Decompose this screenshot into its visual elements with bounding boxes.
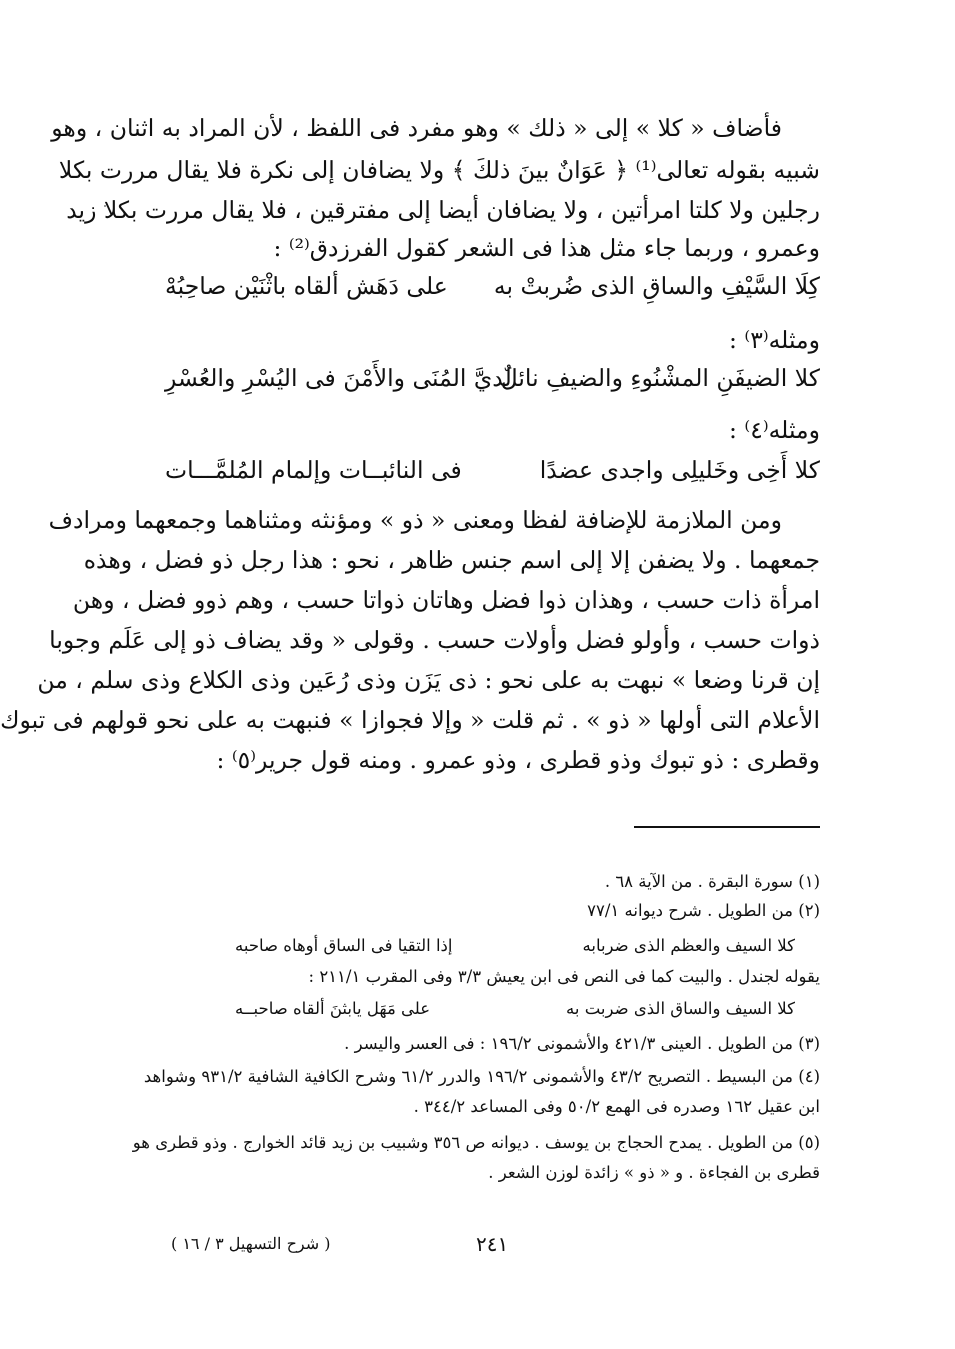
footnote-4-line: (٤) من البسيط . التصريح ٤٣/٢ والأشمونى ١٩٦/٢ والدرر ٦١/٢ وشرح الكافية الشافية ٩٣١/٢ وشواهد [143,1067,820,1086]
body-line: فأضاف « كلا » إلى « ذلك » وهو مفرد فى اللفظ ، لأن المراد به اثنان ، وهو [51,114,782,142]
footnote-5-line: (٥) من الطويل . يمدح الحجاج بن يوسف . ديوانه ص ٣٥٦ وشبيب بن زيد قائد الخوارج . وذو قطرى هو [132,1133,820,1152]
verse-first-hemistich: كلا الضيفَنِ المشْنُوءِ والضيفِ نائلٌ [500,364,820,392]
body-line: شبيه بقوله تعالى⁽¹⁾ ﴿ عَوَانٌ بينَ ذلكَ ﴾ ولا يضافان إلى نكرة فلا يقال مررت بكلا [58,156,820,184]
verse-intro: ومثله⁽٤⁾ : [729,416,820,444]
footnote-verse-second-hemistich: على مَهَل يابثنَ ألقاه صاحبــه [235,999,431,1018]
verse-second-hemistich: فى النائبــات وإلمام المُلمَّـــات [165,456,462,484]
body-line: ذوات حسب ، وأولو فضل وأولات حسب . وقولى « وقد يضاف ذو إلى عَلَم وجوبا [49,626,820,654]
body-line: امرأة ذات حسب ، وهذان ذوا فضل وهاتان ذواتا حسب ، وهم ذوو فضل ، وهن [72,586,820,614]
footnote-verse [235,995,795,1023]
footnote-verse-first-hemistich: كلا السيف والعظم الذى ضربابه [582,936,795,955]
body-line: الأعلام التى أولها « ذو » . ثم قلت « وإلا فجوازا » فنبهت به على نحو قولهم فى تبوك [0,706,820,734]
verse-line [165,450,820,490]
footnote-4-line: ابن عقيل ١٦٢ وصدره فى الهمع ٥٠/٢ وفى المساعد ٣٤٤/٢ . [413,1097,820,1116]
body-line: جمعهما . ولا يضفن إلا إلى اسم جنس ظاهر ، نحو : هذا رجل ذو فضل ، وهذه [83,546,820,574]
footnote-3: (٣) من الطويل . العينى ٤٢١/٣ والأشمونى ١٩٦/٢ : فى العسر واليسر . [344,1034,820,1053]
body-line: رجلين ولا كلتا امرأتين ، ولا يضافان أيضا إلى مفترقين ، فلا يقال مررت بكلا زيد [66,196,820,224]
footnote-rule [634,826,820,828]
body-line: وقطرى : ذو تبوك وذو قطرى ، وذو عمرو . ومنه قول جرير⁽٥⁾ : [216,746,820,774]
page-number: ٢٤١ [476,1232,509,1256]
verse-second-hemistich: على دَهَش ألقاه باثْنَيْن صاحِبُهْ [165,272,448,300]
footnote-verse-first-hemistich: كلا السيف والساق الذى ضربت به [566,999,795,1018]
body-line: إن قرنا وضعا » نبهت به على نحو : ذى يَزَن وذى رُعَين وذى الكلاع وذى سلم ، من [37,666,820,694]
verse-first-hemistich: كلا أَخِى وخَليلِى واجدى عضدًا [539,456,820,484]
footnote-verse [235,932,795,960]
footnote-5-line: قطرى بن الفجاءة . و « ذو » زائدة لوزن الشعر . [488,1163,820,1182]
body-line: ومن الملازمة للإضافة لفظا ومعنى « ذو » ومؤنثه ومثناهما وجمعهما ومرادف [48,506,782,534]
footnote-1: (١) سورة البقرة . من الآية ٦٨ . [604,872,820,891]
verse-first-hemistich: كِلَا السَّيْفِ والساقِ الذى ضُربتْ به [493,272,820,300]
verse-intro: ومثله⁽٣⁾ : [729,326,820,354]
verse-line [165,358,820,398]
verse-second-hemistich: لديَّ المُنَى والأَمْنَ فى اليُسْرِ والعُسْرِ [165,364,512,392]
footnote-verse-second-hemistich: إذا التقيا فى الساق أوهاه صاحبه [235,936,453,955]
footnote-2-text: يقوله لجندل . والبيت كما فى النص فى ابن يعيش ٣/٣ وفى المقرب ٢١١/١ : [308,967,820,986]
verse-line [165,266,820,306]
body-line: وعمرو ، وربما جاء مثل هذا فى الشعر كقول الفرزدق⁽²⁾ : [273,234,820,262]
footnote-2: (٢) من الطويل . شرح ديوانه ٧٧/١ [587,901,820,920]
running-head: ( شرح التسهيل ٣ / ١٦ ) [171,1234,331,1253]
